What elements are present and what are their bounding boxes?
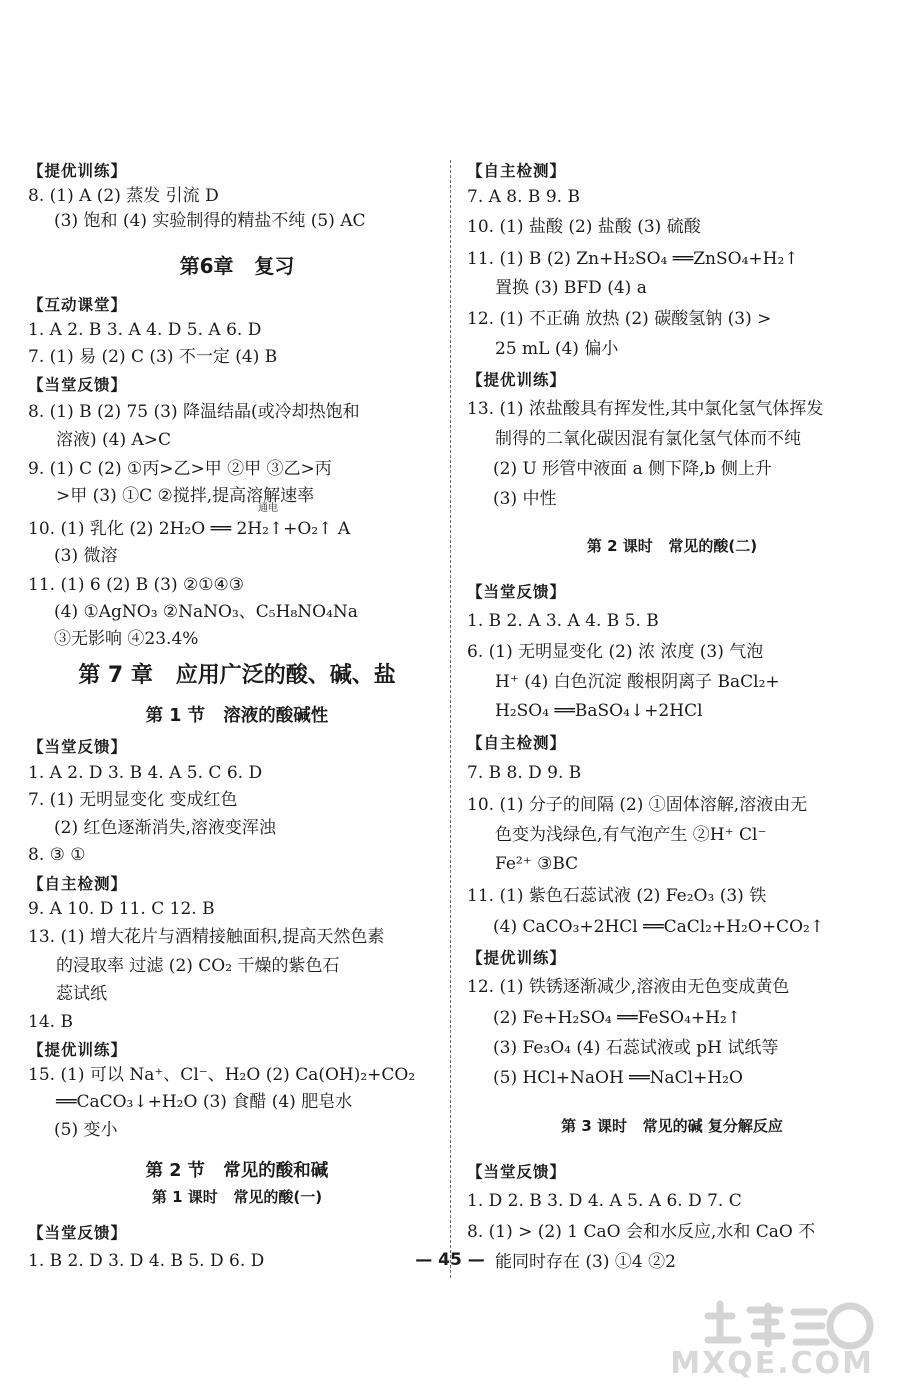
answer-line: 7. (1) 易 (2) C (3) 不一定 (4) B: [28, 347, 278, 367]
answer-line: 10. (1) 盐酸 (2) 盐酸 (3) 硫酸: [467, 217, 701, 237]
chapter-heading: 第 7 章 应用广泛的酸、碱、盐: [78, 663, 396, 688]
answer-line: 6. (1) 无明显变化 (2) 浓 浓度 (3) 气泡: [467, 642, 764, 662]
answer-line: H⁺ (4) 白色沉淀 酸根阴离子 BaCl₂+: [495, 672, 780, 692]
answer-line: 12. (1) 铁锈逐渐减少,溶液由无色变成黄色: [467, 977, 790, 997]
answer-line: 7. B 8. D 9. B: [467, 763, 582, 783]
section-tag: 【自主检测】: [28, 875, 128, 893]
answer-line: 1. B 2. A 3. A 4. B 5. B: [467, 611, 659, 631]
section-tag: 【自主检测】: [467, 162, 567, 180]
section-tag: 【当堂反馈】: [467, 1163, 567, 1181]
section-tag: 【当堂反馈】: [28, 738, 128, 756]
answer-line: 色变为浅绿色,有气泡产生 ②H⁺ Cl⁻: [495, 825, 767, 845]
section-tag: 【当堂反馈】: [467, 583, 567, 601]
answer-line: 的浸取率 过滤 (2) CO₂ 干燥的紫色石: [56, 956, 340, 976]
answer-line: 13. (1) 浓盐酸具有挥发性,其中氯化氢气体挥发: [467, 399, 824, 419]
answer-line: 12. (1) 不正确 放热 (2) 碳酸氢钠 (3) >: [467, 309, 772, 329]
answer-line: (4) ①AgNO₃ ②NaNO₃、C₅H₈NO₄Na: [54, 602, 358, 622]
answer-line: (4) CaCO₃+2HCl ══CaCl₂+H₂O+CO₂↑: [493, 917, 825, 937]
answer-line: 能同时存在 (3) ①4 ②2: [495, 1252, 676, 1272]
answer-line: 7. A 8. B 9. B: [467, 187, 580, 207]
section-tag: 【提优训练】: [467, 371, 567, 389]
section-tag: 【自主检测】: [467, 734, 567, 752]
answer-line: 11. (1) B (2) Zn+H₂SO₄ ══ZnSO₄+H₂↑: [467, 249, 799, 269]
reaction-condition: 通电: [258, 503, 278, 514]
answer-line: 8. (1) > (2) 1 CaO 会和水反应,水和 CaO 不: [467, 1222, 816, 1242]
answer-line: 10. (1) 乳化 (2) 2H₂O ══ 2H₂↑+O₂↑ A: [28, 519, 351, 539]
section-tag: 【当堂反馈】: [28, 376, 128, 394]
answer-line: 9. (1) C (2) ①丙>乙>甲 ②甲 ③乙>丙: [28, 459, 332, 479]
answer-line: (2) 红色逐渐消失,溶液变浑浊: [54, 818, 276, 838]
section-heading: 第 1 节 溶液的酸碱性: [145, 706, 329, 726]
answer-line: 10. (1) 分子的间隔 (2) ①固体溶解,溶液由无: [467, 795, 808, 815]
answer-line: (5) HCl+NaOH ══NaCl+H₂O: [493, 1068, 743, 1088]
answer-line: 制得的二氧化碳因混有氯化氢气体而不纯: [495, 429, 801, 449]
answer-line: Fe²⁺ ③BC: [495, 854, 579, 874]
answer-line: ③无影响 ④23.4%: [54, 629, 199, 649]
section-tag: 【提优训练】: [28, 162, 128, 180]
answer-line: (3) 饱和 (4) 实验制得的精盐不纯 (5) AC: [54, 211, 366, 231]
answer-line: (3) 中性: [493, 489, 557, 509]
answer-line: 15. (1) 可以 Na⁺、Cl⁻、H₂O (2) Ca(OH)₂+CO₂: [28, 1065, 416, 1085]
answer-line: 13. (1) 增大花片与酒精接触面积,提高天然色素: [28, 927, 385, 947]
column-divider: [450, 160, 451, 1278]
answer-line: 11. (1) 紫色石蕊试液 (2) Fe₂O₃ (3) 铁: [467, 886, 767, 906]
answer-line: (3) 微溶: [54, 546, 118, 566]
watermark-text: MXQE.COM: [670, 1346, 874, 1381]
answer-line: (2) Fe+H₂SO₄ ══FeSO₄+H₂↑: [493, 1008, 742, 1028]
answer-line: 溶液) (4) A>C: [56, 430, 172, 450]
answer-line: ══CaCO₃↓+H₂O (3) 食醋 (4) 肥皂水: [56, 1092, 353, 1112]
section-tag: 【提优训练】: [467, 949, 567, 967]
lesson-heading: 第 3 课时 常见的碱 复分解反应: [561, 1117, 783, 1135]
answer-line: (3) Fe₃O₄ (4) 石蕊试液或 pH 试纸等: [493, 1038, 779, 1058]
section-tag: 【当堂反馈】: [28, 1224, 128, 1242]
answer-line: H₂SO₄ ══BaSO₄↓+2HCl: [495, 701, 703, 721]
lesson-heading: 第 1 课时 常见的酸(一): [151, 1188, 323, 1206]
answer-line: 8. (1) B (2) 75 (3) 降温结晶(或冷却热饱和: [28, 402, 360, 422]
answer-line: (2) U 形管中液面 a 侧下降,b 侧上升: [493, 459, 772, 479]
answer-line: 14. B: [28, 1012, 73, 1032]
section-heading: 第 2 节 常见的酸和碱: [145, 1161, 329, 1181]
section-tag: 【提优训练】: [28, 1041, 128, 1059]
answer-line: 8. (1) A (2) 蒸发 引流 D: [28, 186, 219, 206]
section-tag: 【互动课堂】: [28, 296, 128, 314]
answer-line: 9. A 10. D 11. C 12. B: [28, 899, 215, 919]
answer-line: >甲 (3) ①C ②搅拌,提高溶解速率: [56, 486, 315, 506]
answer-line: 7. (1) 无明显变化 变成红色: [28, 790, 238, 810]
answer-line: 蕊试纸: [56, 984, 107, 1004]
answer-line: 8. ③ ①: [28, 845, 86, 865]
answer-line: 1. A 2. D 3. B 4. A 5. C 6. D: [28, 763, 263, 783]
page-number: — 45 —: [415, 1250, 485, 1270]
answer-line: 置换 (3) BFD (4) a: [495, 278, 647, 298]
answer-line: (5) 变小: [54, 1120, 118, 1140]
answer-line: 1. A 2. B 3. A 4. D 5. A 6. D: [28, 320, 262, 340]
answer-line: 25 mL (4) 偏小: [495, 339, 619, 359]
answer-line: 1. D 2. B 3. D 4. A 5. A 6. D 7. C: [467, 1191, 742, 1211]
lesson-heading: 第 2 课时 常见的酸(二): [586, 537, 758, 555]
chapter-heading: 第6章 复习: [179, 254, 295, 278]
answer-line: 1. B 2. D 3. D 4. B 5. D 6. D: [28, 1251, 265, 1271]
answer-line: 11. (1) 6 (2) B (3) ②①④③: [28, 575, 244, 595]
